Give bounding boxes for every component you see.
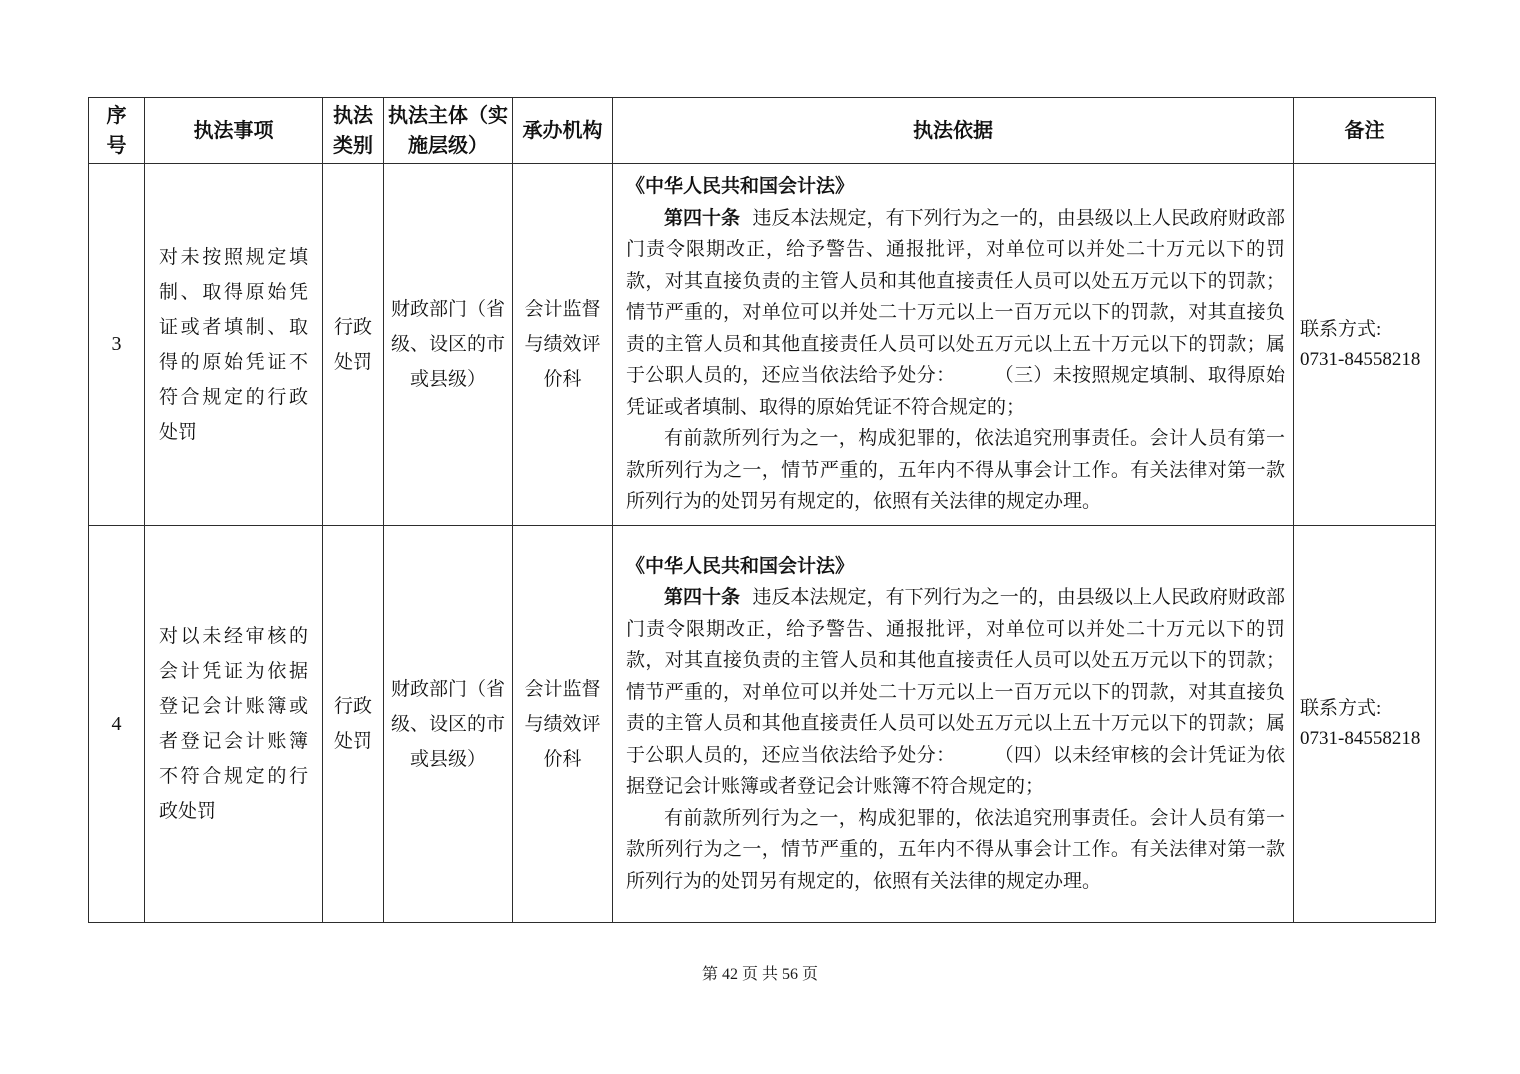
remark bbox=[1294, 164, 1436, 526]
contact-label: 联系方式: bbox=[1300, 318, 1382, 340]
enforcement-matter: 对以未经审核的会计凭证为依据登记会计账簿或者登记会计账簿不符合规定的行政处罚 bbox=[145, 526, 323, 923]
header-label-subject: 执法主体（实施层级） bbox=[388, 104, 508, 157]
table-row bbox=[89, 164, 1436, 526]
header-label-no: 序号 bbox=[106, 104, 127, 157]
legal-basis bbox=[613, 164, 1294, 526]
header-cell-no bbox=[89, 98, 145, 164]
enforcement-category: 行政处罚 bbox=[323, 526, 384, 923]
enforcement-subject: 财政部门（省级、设区的市或县级） bbox=[384, 526, 513, 923]
header-cell-agency bbox=[513, 98, 613, 164]
closing-paragraph: 有前款所列行为之一，构成犯罪的，依法追究刑事责任。会计人员有第一款所列行为之一，情节严重的，五年内不得从事会计工作。有关法律对第一款所列行为的处罚另有规定的，依照有关法律的规定办理。 bbox=[626, 807, 1285, 892]
enforcement-matter: 对未按照规定填制、取得原始凭证或者填制、取得的原始凭证不符合规定的行政处罚 bbox=[145, 164, 323, 526]
undertaking-agency: 会计监督与绩效评价科 bbox=[513, 164, 613, 526]
row-number: 3 bbox=[89, 164, 145, 526]
law-title: 《中华人民共和国会计法》 bbox=[626, 555, 855, 577]
closing-paragraph: 有前款所列行为之一，构成犯罪的，依法追究刑事责任。会计人员有第一款所列行为之一，情节严重的，五年内不得从事会计工作。有关法律对第一款所列行为的处罚另有规定的，依照有关法律的规定办理。 bbox=[626, 428, 1285, 513]
table-header bbox=[89, 98, 1436, 164]
article-paragraph bbox=[626, 203, 1285, 424]
undertaking-agency: 会计监督与绩效评价科 bbox=[513, 526, 613, 923]
article-label: 第四十条 bbox=[664, 587, 741, 609]
header-label-remark: 备注 bbox=[1344, 119, 1385, 142]
legal-basis bbox=[613, 526, 1294, 923]
law-title: 《中华人民共和国会计法》 bbox=[626, 176, 855, 198]
article-text: 违反本法规定，有下列行为之一的，由县级以上人民政府财政部门责令限期改正，给予警告、通报批评，对单位可以并处二十万元以下的罚款，对其直接负责的主管人员和其他直接责任人员可以处五万元以下的罚款；情节严重的，对单位可以并处二十万元以上一百万元以下的罚款，对其直接负责的主管人员和其他直接责任人员可以处五万元以上五十万元以下的罚款；属于公职人员的，还应当依法给予处分： （三）未按照规定填制、取得原始凭证或者填制、取得的原始凭证不符合规定的； bbox=[626, 207, 1285, 418]
remark bbox=[1294, 526, 1436, 923]
enforcement-subject: 财政部门（省级、设区的市或县级） bbox=[384, 164, 513, 526]
header-label-matter: 执法事项 bbox=[193, 119, 274, 142]
header-cell-category bbox=[323, 98, 384, 164]
header-cell-matter bbox=[145, 98, 323, 164]
table-row bbox=[89, 526, 1436, 923]
header-cell-remark bbox=[1294, 98, 1436, 164]
header-row bbox=[89, 98, 1436, 164]
article-text: 违反本法规定，有下列行为之一的，由县级以上人民政府财政部门责令限期改正，给予警告、通报批评，对单位可以并处二十万元以下的罚款，对其直接负责的主管人员和其他直接责任人员可以处五万元以下的罚款；情节严重的，对单位可以并处二十万元以上一百万元以下的罚款，对其直接负责的主管人员和其他直接责任人员可以处五万元以上五十万元以下的罚款；属于公职人员的，还应当依法给予处分： （四）以未经审核的会计凭证为依据登记会计账簿或者登记会计账簿不符合规定的； bbox=[626, 587, 1285, 798]
header-label-category: 执法类别 bbox=[333, 104, 373, 157]
contact-phone: 0731-84558218 bbox=[1300, 728, 1421, 749]
article-label: 第四十条 bbox=[664, 207, 741, 229]
row-number: 4 bbox=[89, 526, 145, 923]
contact-phone: 0731-84558218 bbox=[1300, 348, 1421, 370]
header-cell-subject bbox=[384, 98, 513, 164]
header-label-basis: 执法依据 bbox=[913, 119, 993, 142]
page-footer: 第 42 页 共 56 页 bbox=[701, 966, 818, 983]
header-cell-basis bbox=[613, 98, 1294, 164]
contact-label: 联系方式: bbox=[1300, 698, 1382, 719]
article-paragraph bbox=[626, 582, 1285, 803]
enforcement-category: 行政处罚 bbox=[323, 164, 384, 526]
enforcement-matters-table bbox=[88, 97, 1436, 923]
header-label-agency: 承办机构 bbox=[522, 119, 603, 142]
